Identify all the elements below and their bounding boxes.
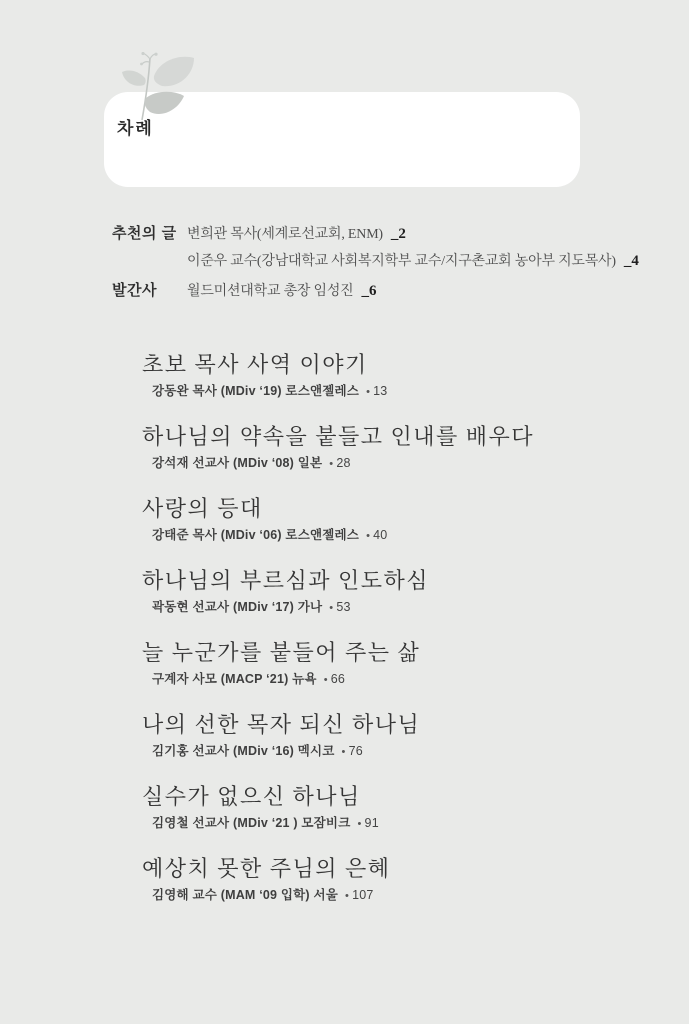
entry-title: 예상치 못한 주님의 은혜 xyxy=(142,856,391,881)
toc-entry xyxy=(142,423,612,473)
entry-author: 김영해 교수 (MAM ‘09 입학) 서울 xyxy=(152,888,338,902)
entry-page-number: 53 xyxy=(336,600,351,614)
front-matter-row xyxy=(112,277,612,305)
toc-entry xyxy=(142,855,612,905)
front-matter-text: 이준우 교수(강남대학교 사회복지학부 교수/지구촌교회 농아부 지도목사) xyxy=(187,254,616,269)
entry-title: 하나님의 부르심과 인도하심 xyxy=(142,568,430,593)
entry-title: 하나님의 약속을 붙들고 인내를 배우다 xyxy=(142,424,535,449)
entry-author: 강석재 선교사 (MDiv ‘08) 일본 xyxy=(152,456,323,470)
bullet-separator: • xyxy=(329,602,334,614)
entry-meta xyxy=(152,383,612,401)
front-matter-text: 변희관 목사(세계로선교회, ENM) xyxy=(187,227,383,242)
bullet-separator: • xyxy=(329,458,334,470)
toc-entry xyxy=(142,495,612,545)
front-matter-page-number: _4 xyxy=(623,253,639,269)
toc-entry xyxy=(142,783,612,833)
entry-page-number: 28 xyxy=(336,456,351,470)
entry-title: 초보 목사 사역 이야기 xyxy=(142,352,368,377)
bullet-separator: • xyxy=(366,530,371,542)
bullet-separator: • xyxy=(345,890,350,902)
bullet-separator: • xyxy=(341,746,346,758)
bullet-separator: • xyxy=(357,818,362,830)
entry-author: 김기홍 선교사 (MDiv ‘16) 멕시코 xyxy=(152,744,335,758)
entry-meta xyxy=(152,815,612,833)
toc-entry xyxy=(142,639,612,689)
entry-page-number: 13 xyxy=(373,384,388,398)
toc-entry xyxy=(142,567,612,617)
front-matter-row xyxy=(112,248,639,275)
entry-page-number: 40 xyxy=(373,528,388,542)
front-matter-page-number: _6 xyxy=(361,283,377,299)
toc-entry xyxy=(142,711,612,761)
entry-author: 곽동현 선교사 (MDiv ‘17) 가나 xyxy=(152,600,323,614)
toc-entry xyxy=(142,351,612,401)
entry-page-number: 76 xyxy=(348,744,363,758)
front-matter-row xyxy=(112,220,612,248)
entry-page-number: 107 xyxy=(352,888,374,902)
entry-title: 나의 선한 목자 되신 하나님 xyxy=(142,712,421,737)
entry-author: 강동완 목사 (MDiv ‘19) 로스앤젤레스 xyxy=(152,384,360,398)
bullet-separator: • xyxy=(323,674,328,686)
entry-page-number: 91 xyxy=(364,816,379,830)
front-matter-text: 월드미션대학교 총장 임성진 xyxy=(187,284,354,299)
page-title: 차례 xyxy=(117,119,154,138)
entry-meta xyxy=(152,671,612,689)
front-matter-page-number: _2 xyxy=(390,226,406,242)
front-matter-label: 추천의 글 xyxy=(112,225,177,242)
toc-entries xyxy=(142,351,612,927)
entry-author: 강태준 목사 (MDiv ‘06) 로스앤젤레스 xyxy=(152,528,360,542)
entry-meta xyxy=(152,455,612,473)
entry-title: 실수가 없으신 하나님 xyxy=(142,784,361,809)
bullet-separator: • xyxy=(366,386,371,398)
entry-author: 구계자 사모 (MACP ‘21) 뉴욕 xyxy=(152,672,317,686)
entry-title: 늘 누군가를 붙들어 주는 삶 xyxy=(142,640,421,665)
front-matter-label: 발간사 xyxy=(112,282,157,299)
entry-meta xyxy=(152,527,612,545)
entry-meta xyxy=(152,887,612,905)
front-matter-section xyxy=(112,220,639,305)
entry-title: 사랑의 등대 xyxy=(142,496,263,521)
entry-meta xyxy=(152,599,612,617)
entry-author: 김영철 선교사 (MDiv ‘21 ) 모잠비크 xyxy=(152,816,351,830)
entry-page-number: 66 xyxy=(330,672,346,686)
entry-meta xyxy=(152,743,612,761)
